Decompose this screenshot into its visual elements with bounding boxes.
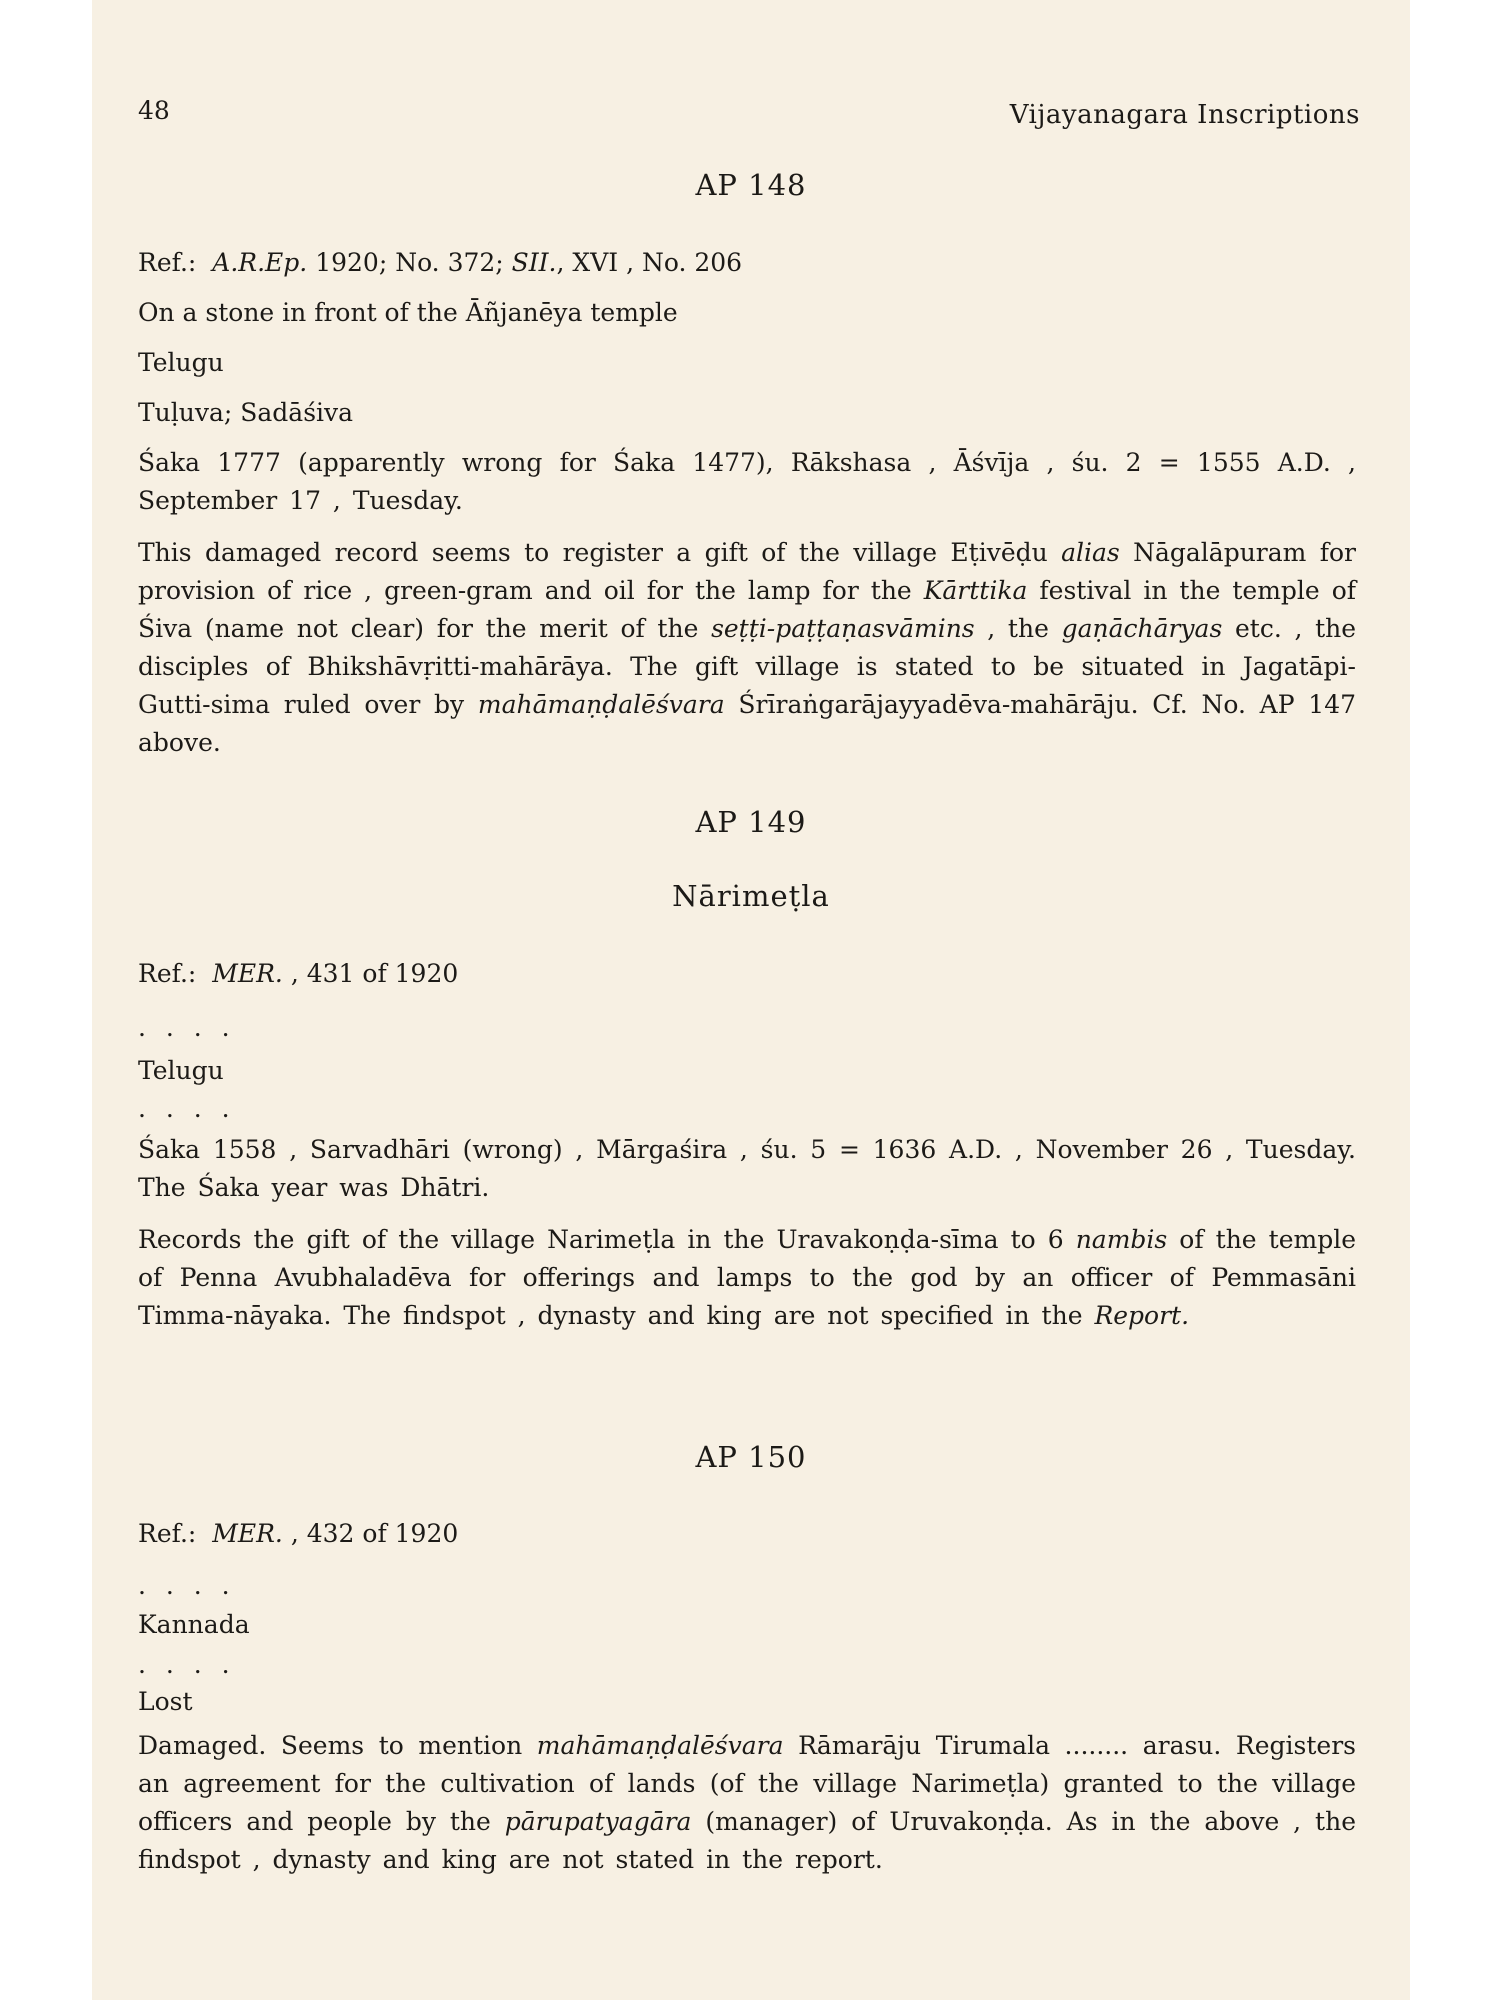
date-paragraph: Śaka 1558 , Sarvadhāri (wrong) , Mārgaśira , śu. 5 = 1636 A.D. , November 26 , Tuesday. The Śaka year was Dhātri. [138, 1135, 1356, 1202]
language-line: Telugu [138, 1056, 224, 1085]
language-line: Telugu [138, 348, 224, 377]
dynasty-line: Tuḷuva; Sadāśiva [138, 398, 354, 427]
omitted-field: . . . . [138, 1013, 236, 1042]
entry-ap149 [138, 955, 1356, 1335]
omitted-field: . . . . [138, 1094, 236, 1123]
omitted-field: . . . . [138, 1650, 236, 1679]
entry-heading: AP 149 [695, 805, 807, 839]
status-line: Lost [138, 1687, 193, 1716]
entry-ap150 [138, 1515, 1356, 1879]
entry-ap148 [138, 244, 1356, 762]
place-heading: Nārimeṭla [672, 879, 830, 913]
description-paragraph: This damaged record seems to register a gift of the village Eṭivēḍu alias Nāgalāpuram for provision of rice , green-gram and oil for the lamp for the Kārttika festival in the temple of Śiva (name not clear) for the merit of the seṭṭi-paṭṭaṇasvāmins , the gaṇāchāryas etc. , the disciples of Bhikshāvṛitti-mahārāya. The gift village is stated to be situated in Jagatāpi-Gutti-sima ruled over by mahāmaṇḍalēśvara Śrīraṅgarājayyadēva-mahārāju. Cf. No. AP 147 above. [138, 538, 1357, 757]
description-paragraph: Damaged. Seems to mention mahāmaṇḍalēśvara Rāmarāju Tirumala ........ arasu. Registers an agreement for the cultivation of lands (of the village Narimeṭla) granted to the village officers and people by the pārupatyagāra (manager) of Uruvakoṇḍa. As in the above , the findspot , dynasty and king are not stated in the report. [138, 1731, 1356, 1874]
entry-heading: AP 150 [695, 1440, 807, 1474]
omitted-field: . . . . [138, 1571, 236, 1600]
date-paragraph: Śaka 1777 (apparently wrong for Śaka 1477), Rākshasa , Āśvīja , śu. 2 = 1555 A.D. , September 17 , Tuesday. [138, 448, 1356, 515]
language-line: Kannada [138, 1610, 250, 1639]
running-title: Vijayanagara Inscriptions [1009, 100, 1360, 130]
ref-line: Ref.: A.R.Ep. 1920; No. 372; SII., XVI , No. 206 [138, 248, 743, 277]
entry-heading: AP 148 [695, 168, 807, 202]
location-line: On a stone in front of the Āñjanēya temple [138, 298, 678, 327]
page-number: 48 [138, 96, 170, 125]
ref-line: Ref.: MER. , 431 of 1920 [138, 959, 459, 988]
description-paragraph: Records the gift of the village Narimeṭla in the Uravakoṇḍa-sīma to 6 nambis of the temple of Penna Avubhaladēva for offerings and lamps to the god by an officer of Pemmasāni Timma-nāyaka. The findspot , dynasty and king are not specified in the Report. [138, 1225, 1356, 1330]
ref-line: Ref.: MER. , 432 of 1920 [138, 1519, 459, 1548]
